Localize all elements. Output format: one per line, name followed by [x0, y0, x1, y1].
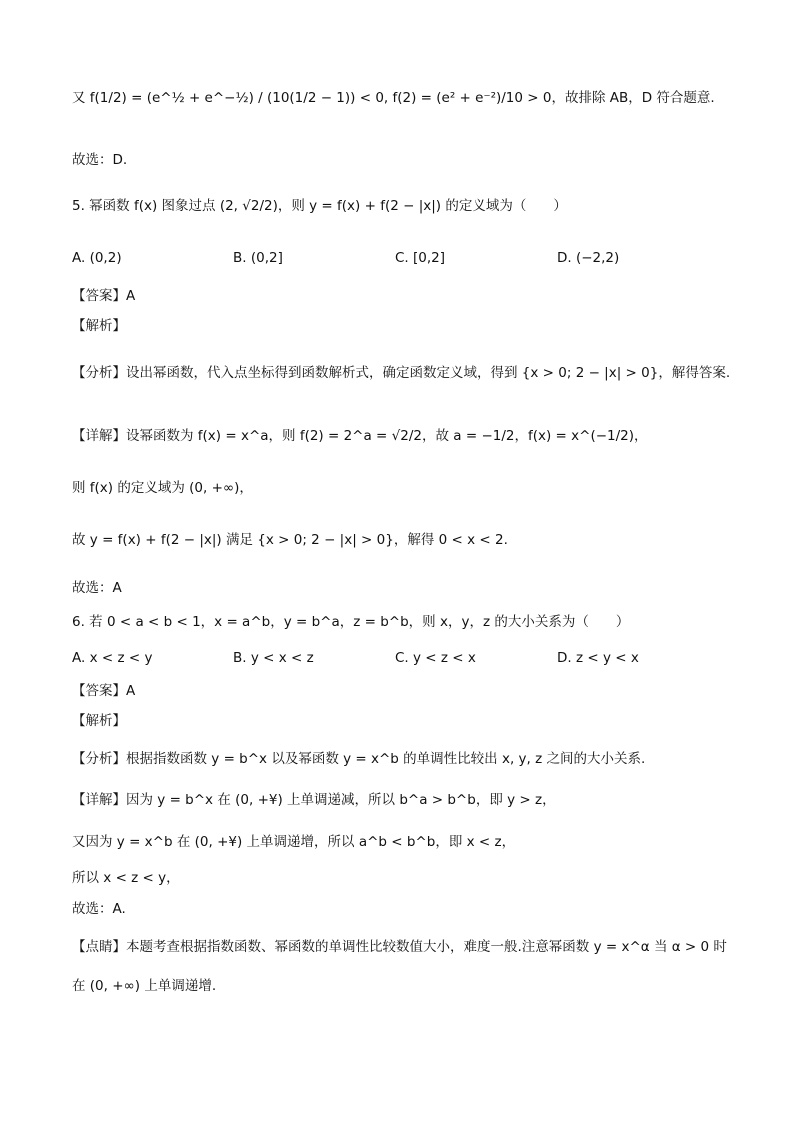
line-f-half: 又 f(1/2) = (e^½ + e^−½) / (10(1/2 − 1)) < 0, f(2) = (e² + e⁻²)/10 > 0，故排除 AB，D 符合题意. — [72, 90, 715, 106]
q6-option-b: B. y < x < z — [233, 650, 314, 666]
q5-analysis: 【分析】设出幂函数，代入点坐标得到函数解析式，确定函数定义域，得到 {x > 0; 2 − |x| > 0}，解得答案. — [72, 365, 731, 381]
q5-detail-2: 则 f(x) 的定义域为 (0, +∞)， — [72, 480, 253, 496]
q5-option-a: A. (0,2) — [72, 250, 122, 266]
q5-detail-3: 故 y = f(x) + f(2 − |x|) 满足 {x > 0; 2 − |x| > 0}，解得 0 < x < 2. — [72, 532, 508, 548]
q6-option-a: A. x < z < y — [72, 650, 153, 666]
q5-detail-1: 【详解】设幂函数为 f(x) = x^a，则 f(2) = 2^a = √2/2，故 a = −1/2，f(x) = x^(−1/2)， — [72, 428, 648, 444]
question-5: 5. 幂函数 f(x) 图象过点 (2, √2/2)，则 y = f(x) + f(2 − |x|) 的定义域为（ ） — [72, 198, 567, 214]
q6-answer: 【答案】A — [72, 683, 136, 699]
q5-answer: 【答案】A — [72, 288, 136, 304]
q6-detail-2: 又因为 y = x^b 在 (0, +¥) 上单调递增，所以 a^b < b^b，即 x < z， — [72, 834, 516, 850]
q5-option-b: B. (0,2] — [233, 250, 283, 266]
q6-option-d: D. z < y < x — [557, 650, 639, 666]
q5-analysis-header: 【解析】 — [72, 318, 126, 334]
question-6: 6. 若 0 < a < b < 1，x = a^b，y = b^a，z = b^b，则 x，y，z 的大小关系为（ ） — [72, 614, 630, 630]
q5-choice: 故选：A — [72, 580, 122, 596]
q5-option-d: D. (−2,2) — [557, 250, 620, 266]
q6-remark-2: 在 (0, +∞) 上单调递增. — [72, 978, 217, 994]
q5-option-c: C. [0,2] — [395, 250, 446, 266]
q6-detail-3: 所以 x < z < y， — [72, 870, 180, 886]
q6-detail-1: 【详解】因为 y = b^x 在 (0, +¥) 上单调递减，所以 b^a > b^b，即 y > z， — [72, 792, 556, 808]
q6-remark-1: 【点睛】本题考查根据指数函数、幂函数的单调性比较数值大小，难度一般.注意幂函数 y = x^α 当 α > 0 时 — [72, 939, 727, 955]
q6-option-c: C. y < z < x — [395, 650, 476, 666]
q6-choice: 故选：A. — [72, 901, 126, 917]
q6-analysis: 【分析】根据指数函数 y = b^x 以及幂函数 y = x^b 的单调性比较出 x, y, z 之间的大小关系. — [72, 751, 646, 767]
answer-choice-d: 故选：D. — [72, 152, 128, 168]
q6-analysis-header: 【解析】 — [72, 713, 126, 729]
